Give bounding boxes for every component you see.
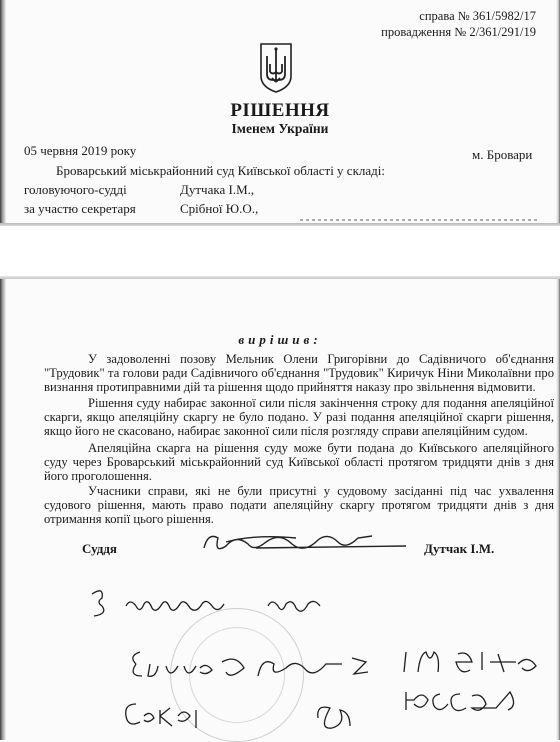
paragraph-text: У задоволенні позову Мельник Олени Григорівни до Садівничого об'єднання "Трудовик" та голови ради Садівничого об'єднання "Трудовик" Киричук Ніни Миколаївни про визнання протиправними дій та рішення щодо прийняття наказу про звільнення відмовити. (44, 352, 554, 395)
handwritten-judge-signature (252, 648, 372, 688)
resolution-paragraph-2 (44, 396, 554, 439)
judge-name: Дутчак І.М. (424, 541, 495, 556)
handwritten-certification-note (86, 584, 356, 628)
handwritten-judge-label (126, 646, 256, 690)
trident-coat-of-arms-icon (258, 42, 294, 94)
handwritten-secretary-initials (400, 682, 530, 718)
judge-label: Суддя (82, 541, 117, 556)
resolution-paragraph-4 (44, 484, 554, 527)
handwritten-secretary-label (120, 694, 210, 734)
case-number: справа № 361/5982/17 (419, 9, 536, 23)
secretary-label: за участю секретаря (24, 201, 136, 216)
judge-signature (196, 524, 416, 560)
decision-city: м. Бровари (472, 147, 533, 162)
court-composition: Броварський міськрайонний суд Київської області у складі: (56, 163, 385, 178)
proceeding-number: провадження № 2/361/291/19 (381, 25, 536, 39)
cut-text-remnant (300, 219, 540, 221)
decision-date: 05 червня 2019 року (24, 143, 137, 158)
presiding-label: головуючого-судді (24, 182, 127, 197)
resolution-paragraph-1 (44, 352, 554, 395)
resolution-paragraph-3 (44, 441, 554, 484)
paragraph-text: Рішення суду набирає законної сили після закінчення строку для подання апеляційної скарги, якщо апеляційну скаргу не було подано. У разі подання апеляційної скарги рішення, якщо його не скасовано, набирає законної сили після розгляду справи апеляційним судом. (44, 396, 554, 439)
handwritten-secretary-signature (310, 700, 360, 736)
paragraph-text: Учасники справи, які не були присутні у судовому засіданні під час ухвалення судового рішення, мають право подати апеляційну скаргу протягом тридцяти днів з дня отримання копії цього рішення. (44, 484, 554, 527)
handwritten-judge-initials (398, 642, 548, 682)
page-subtitle: Іменем України (231, 121, 329, 136)
resolution-heading: вирішив: (238, 332, 322, 347)
page-title: РІШЕННЯ (230, 100, 330, 121)
secretary-name: Срібної Ю.О., (180, 201, 259, 216)
presiding-name: Дутчака І.М., (180, 182, 255, 197)
page-break-gap (0, 226, 560, 276)
page-break-bottom (0, 276, 560, 279)
paragraph-text: Апеляційна скарга на рішення суду може бути подана до Київського апеляційного суду через Броварський міськрайонний суд Київської області протягом тридцяти днів з дня його проголошення. (44, 441, 554, 484)
